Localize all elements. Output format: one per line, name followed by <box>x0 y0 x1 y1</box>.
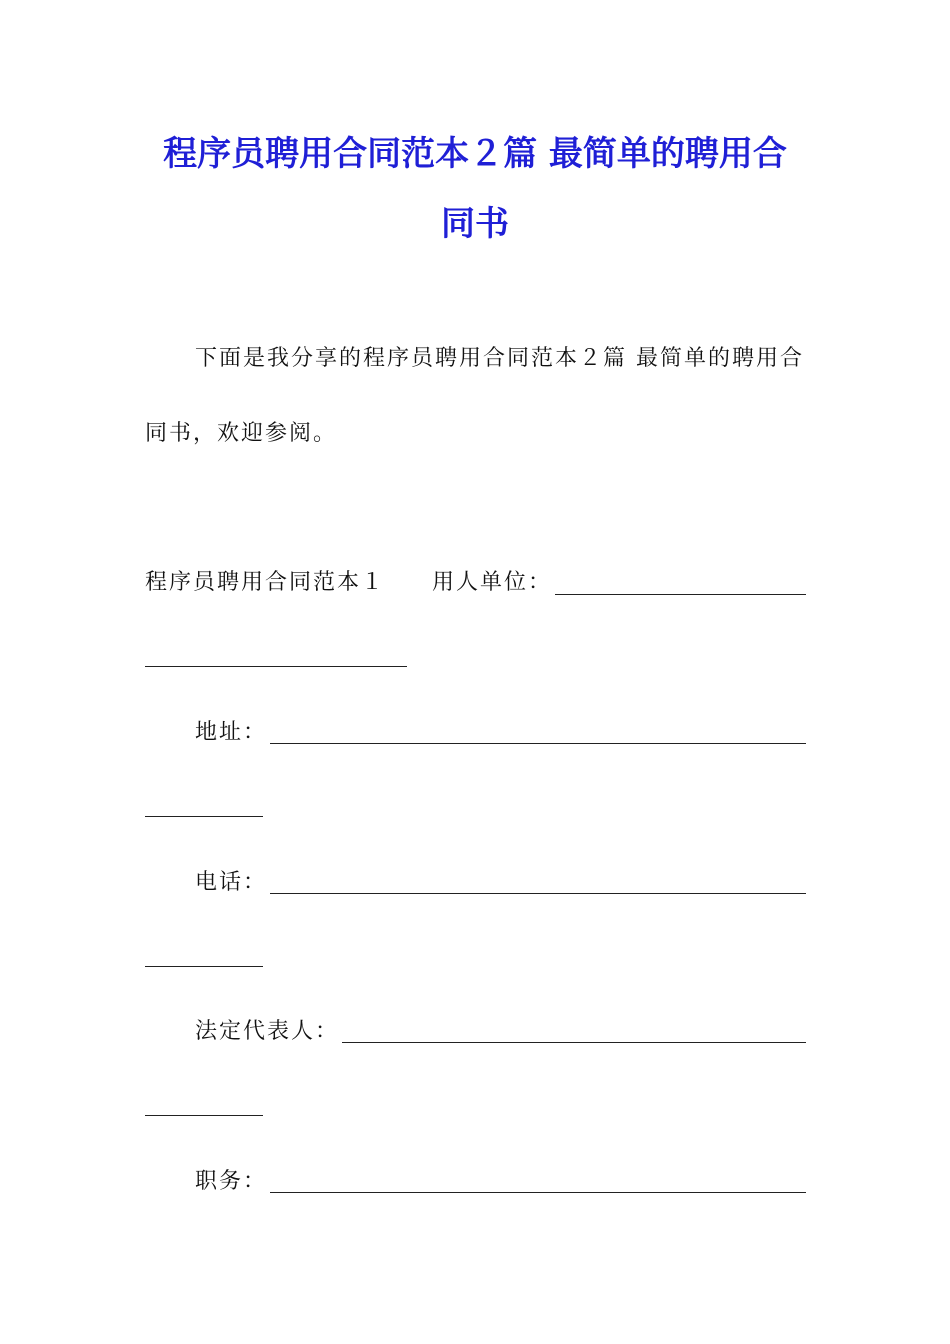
phone-label: 电话： <box>195 870 268 895</box>
position-blank-line <box>270 1192 806 1193</box>
employer-blank-line <box>555 594 806 595</box>
legal-representative-blank-line-continued <box>145 1115 263 1116</box>
document-title-line-2: 同书 <box>441 204 509 244</box>
intro-paragraph-line-1: 下面是我分享的程序员聘用合同范本２篇 最简单的聘用合 <box>195 346 804 371</box>
employer-blank-line-continued <box>145 666 407 667</box>
employer-label: 用人单位： <box>432 570 553 595</box>
address-label: 地址： <box>195 720 268 745</box>
phone-blank-line <box>270 893 806 894</box>
phone-blank-line-continued <box>145 966 263 967</box>
address-blank-line-continued <box>145 816 263 817</box>
intro-paragraph-line-2: 同书，欢迎参阅。 <box>145 421 338 446</box>
document-title-line-1: 程序员聘用合同范本２篇 最简单的聘用合 <box>163 134 787 174</box>
legal-representative-blank-line <box>342 1042 806 1043</box>
address-blank-line <box>270 743 806 744</box>
legal-representative-label: 法定代表人： <box>195 1019 340 1044</box>
contract-heading: 程序员聘用合同范本１ <box>145 570 386 595</box>
position-label: 职务： <box>195 1169 268 1194</box>
